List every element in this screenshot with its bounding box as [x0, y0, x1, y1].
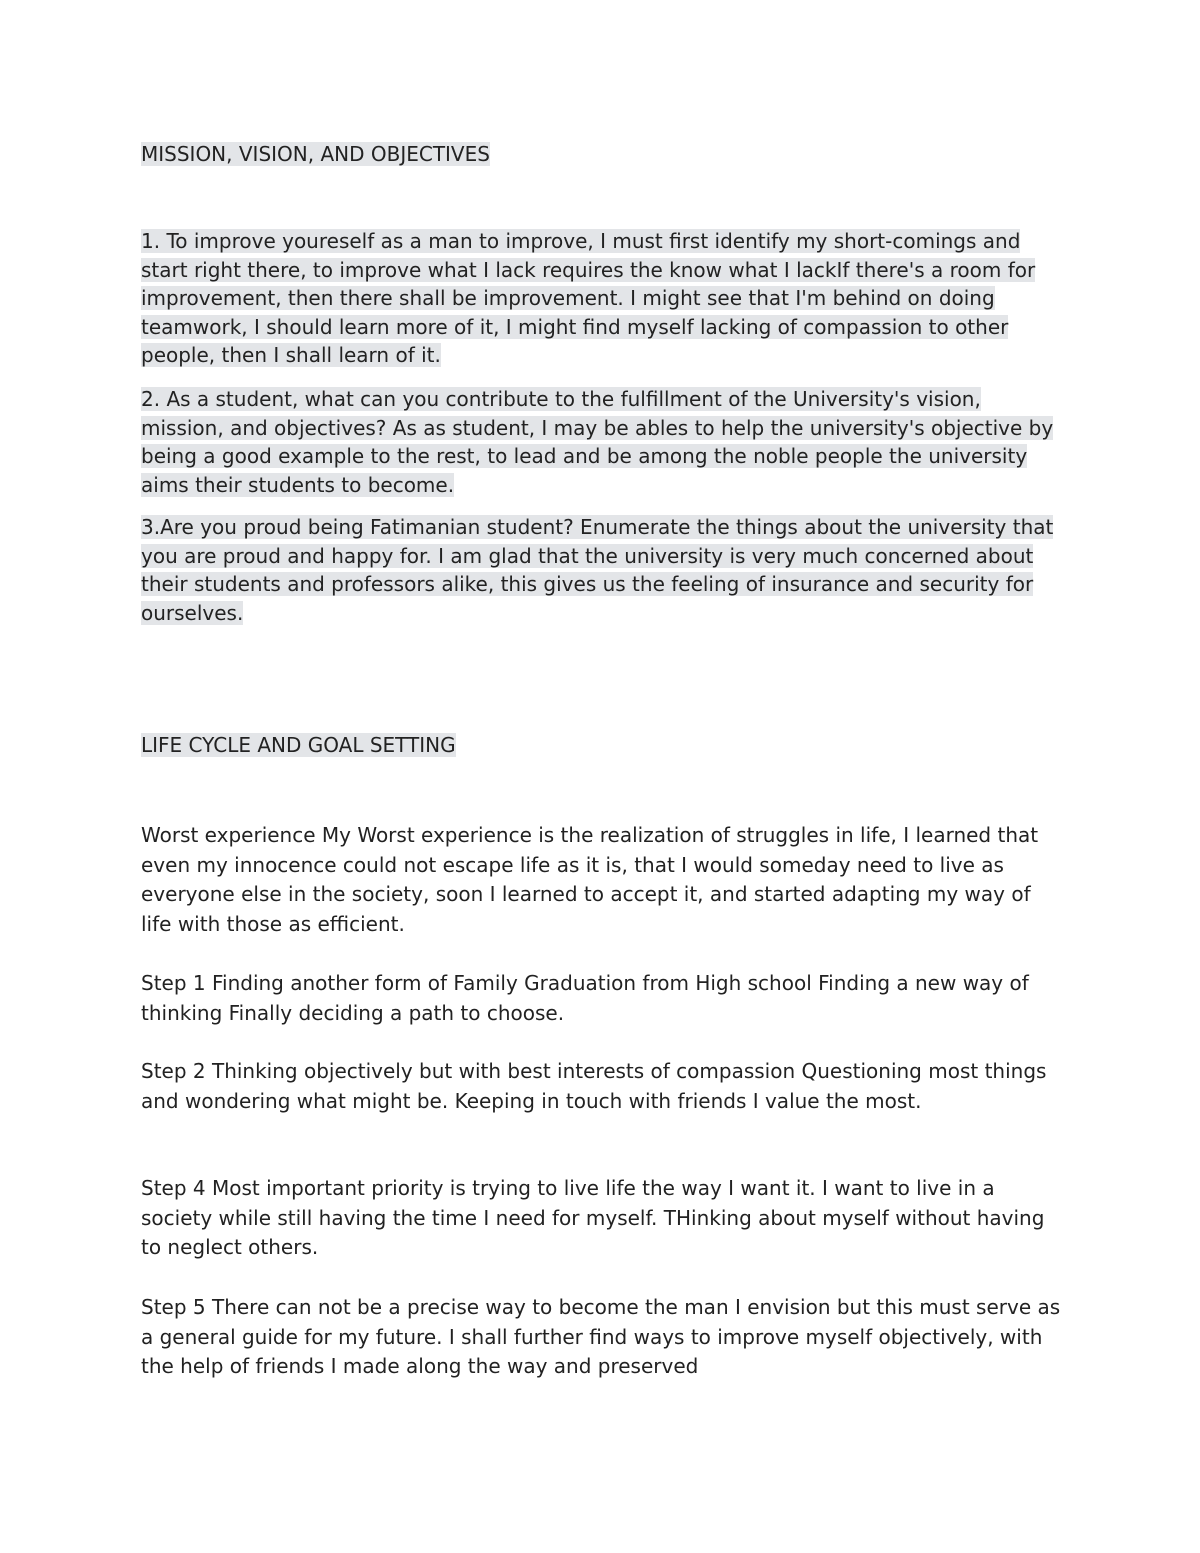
question-1-text: 1. To improve youreself as a man to improve, I must first identify my short-comings and start right there, to improve what I lack requires the know what I lackIf there's a room for improvement, then there shall be improvement. I might see that I'm behind on doing teamwork, I should learn more of it, I might find myself lacking of compassion to other people, then I shall learn of it. — [141, 229, 1036, 367]
question-paragraph-1 — [141, 227, 1066, 370]
question-2-text: 2. As a student, what can you contribute to the fulfillment of the University's vision, mission, and objectives? As as student, I may be ables to help the university's objective by being a good example to the rest, to lead and be among the noble people the university aims their students to become. — [141, 387, 1054, 497]
step-5-paragraph: Step 5 There can not be a precise way to become the man I envision but this must serve as a general guide for my future. I shall further find ways to improve myself objectively, with the help of friends I made along the way and preserved — [141, 1295, 1061, 1379]
question-3-text: 3.Are you proud being Fatimanian student? Enumerate the things about the university that you are proud and happy for. I am glad that the university is very much concerned about their students and professors alike, this gives us the feeling of insurance and security for ourselves. — [141, 515, 1054, 625]
question-paragraph-3 — [141, 513, 1066, 627]
section-heading-mission-text: MISSION, VISION, AND OBJECTIVES — [141, 142, 490, 166]
section-heading-life-cycle — [141, 731, 1101, 759]
step-2-paragraph: Step 2 Thinking objectively but with best interests of compassion Questioning most things and wondering what might be. Keeping in touch with friends I value the most. — [141, 1059, 1047, 1113]
section-heading-mission — [141, 140, 1101, 168]
worst-experience-paragraph: Worst experience My Worst experience is the realization of struggles in life, I learned that even my innocence could not escape life as it is, that I would someday need to live as everyone else in the society, soon I learned to accept it, and started adapting my way of life with those as efficient. — [141, 823, 1039, 937]
step-1-paragraph: Step 1 Finding another form of Family Graduation from High school Finding a new way of thinking Finally deciding a path to choose. — [141, 971, 1029, 1025]
question-paragraph-2 — [141, 385, 1066, 499]
section-heading-life-cycle-text: LIFE CYCLE AND GOAL SETTING — [141, 733, 456, 757]
step-4-paragraph: Step 4 Most important priority is trying to live life the way I want it. I want to live in a society while still having the time I need for myself. THinking about myself without having to neglect others. — [141, 1176, 1045, 1260]
